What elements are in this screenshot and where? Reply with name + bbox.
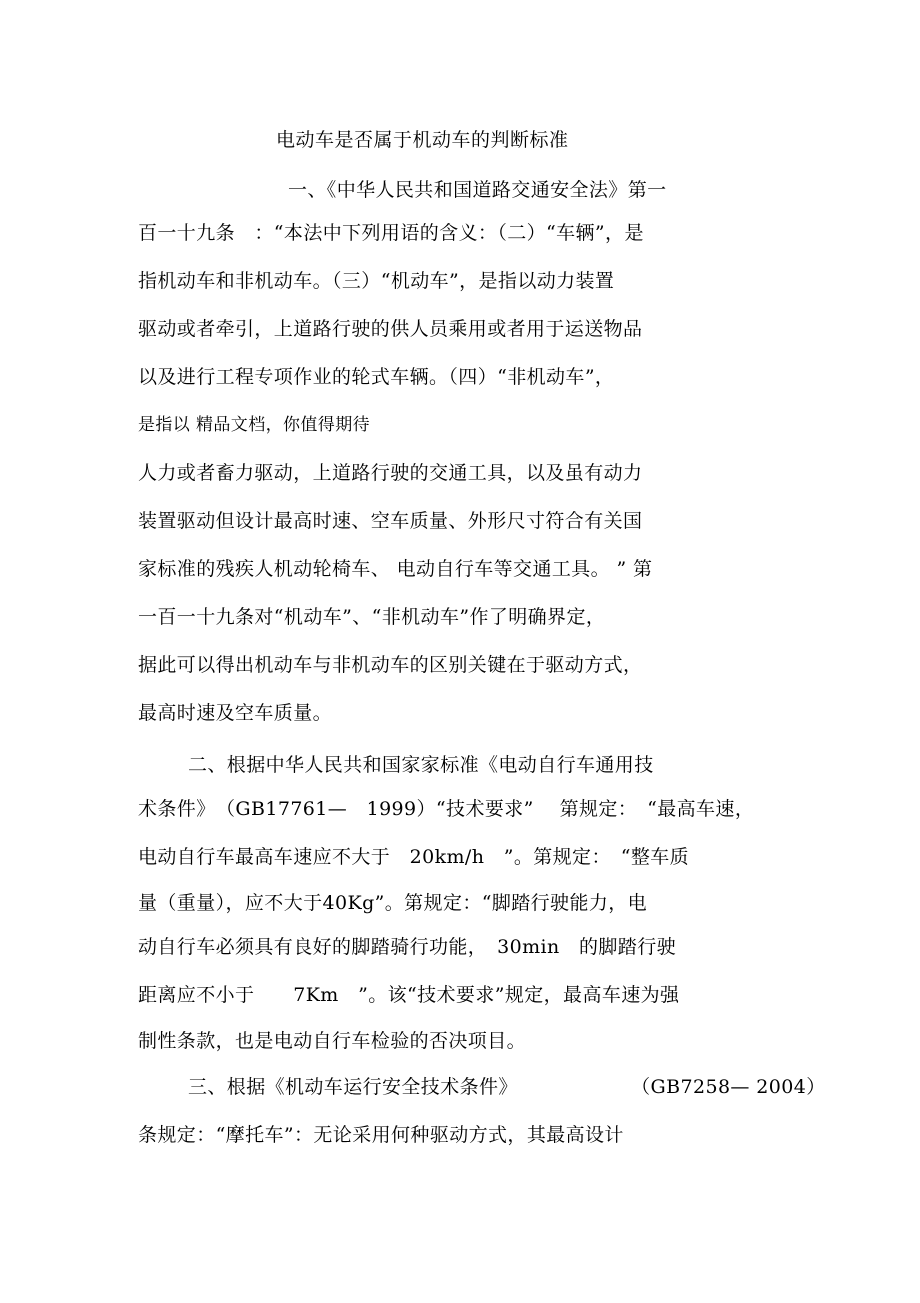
- paragraph-line: 一百一十九条对“机动车”、“非机动车”作了明确界定，: [138, 606, 606, 628]
- paragraph-line: 二、根据中华人民共和国家家标准《电动自行车通用技: [188, 754, 654, 776]
- paragraph-line: 驱动或者牵引，上道路行驶的供人员乘用或者用于运送物品: [138, 318, 643, 340]
- paragraph-line: 三、根据《机动车运行安全技术条件》 （GB7258— 2004）: [188, 1076, 826, 1098]
- paragraph-line: 据此可以得出机动车与非机动车的区别关键在于驱动方式，: [138, 654, 643, 676]
- paragraph-line: 以及进行工程专项作业的轮式车辆。（四）“非机动车”，: [138, 366, 615, 388]
- paragraph-line: 一、《中华人民共和国道路交通安全法》第一: [288, 179, 667, 201]
- paragraph-line: 动自行车必须具有良好的脚踏骑行功能， 30min 的脚踏行驶: [138, 936, 677, 958]
- paragraph-line: 指机动车和非机动车。（三）“机动车”，是指以动力装置: [138, 270, 615, 292]
- paragraph-line: 术条件》 （GB17761— 1999）“技术要求” 第规定： “最高车速，: [138, 798, 755, 820]
- paragraph-line: 条规定：“摩托车”：无论采用何种驱动方式，其最高设计: [138, 1124, 624, 1146]
- paragraph-line: 距离应不小于 7Km ”。该“技术要求”规定，最高车速为强: [138, 984, 680, 1006]
- paragraph-line: 百一十九条 ：“本法中下列用语的含义：（二）“车辆”，是: [138, 222, 644, 244]
- paragraph-line: 量（重量），应不大于40Kg”。第规定：“脚踏行驶能力，电: [138, 892, 648, 914]
- paragraph-line: 制性条款，也是电动自行车检验的否决项目。: [138, 1030, 527, 1052]
- document-title: 电动车是否属于机动车的判断标准: [276, 129, 569, 151]
- paragraph-line: 最高时速及空车质量。: [138, 702, 333, 724]
- paragraph-line: 是指以 精品文档，你值得期待: [138, 415, 371, 435]
- paragraph-line: 装置驱动但设计最高时速、空车质量、外形尺寸符合有关国: [138, 510, 643, 532]
- paragraph-line: 电动自行车最高车速应不大于 20km/h ”。第规定： “整车质: [138, 846, 690, 868]
- paragraph-line: 家标准的残疾人机动轮椅车、 电动自行车等交通工具。 ” 第: [138, 558, 653, 580]
- paragraph-line: 人力或者畜力驱动，上道路行驶的交通工具，以及虽有动力: [138, 462, 643, 484]
